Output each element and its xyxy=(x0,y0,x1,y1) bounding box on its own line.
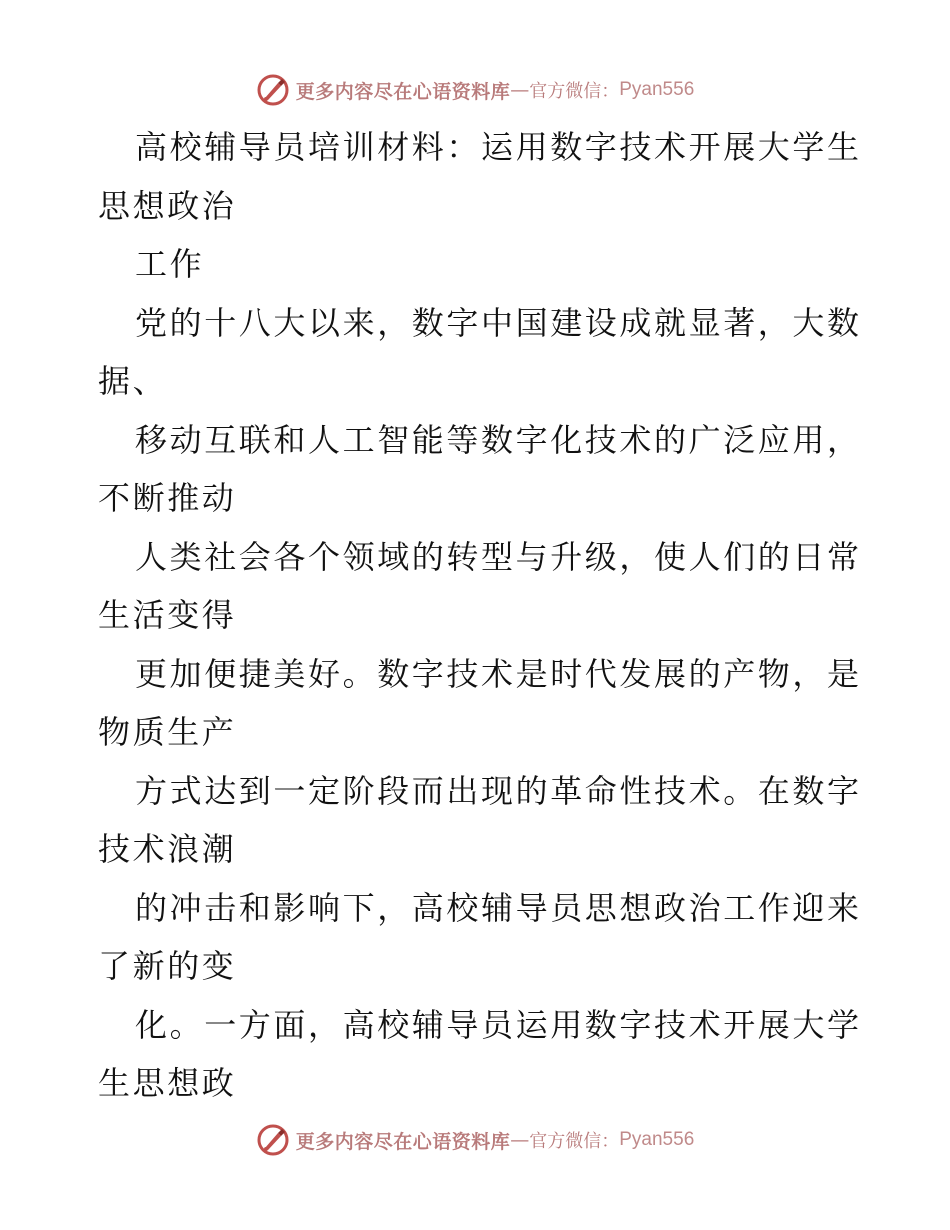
watermark-contact-label: 官方微信： xyxy=(529,81,620,102)
body-line: 生活变得 xyxy=(98,596,237,634)
doc-title-line-3: 工作 xyxy=(135,245,205,283)
body-line: 物质生产 xyxy=(98,713,237,751)
watermark-site-name: 更多内容尽在心语资料库 xyxy=(295,80,511,103)
body-line: 了新的变 xyxy=(98,947,237,985)
document-body xyxy=(98,118,862,1113)
doc-title-line-2: 思想政治 xyxy=(98,186,237,225)
body-line: 化。一方面，高校辅导员运用数字技术开展大学 xyxy=(135,1005,862,1044)
watermark-site-name: 更多内容尽在心语资料库 xyxy=(295,1130,511,1153)
watermark-contact-id: Pyan556 xyxy=(619,79,695,100)
watermark-contact-label: 官方微信： xyxy=(529,1131,620,1152)
body-line: 方式达到一定阶段而出现的革命性技术。在数字 xyxy=(135,771,862,810)
doc-title-line-1: 高校辅导员培训材料：运用数字技术开展大学生 xyxy=(135,128,862,166)
watermark-header xyxy=(0,72,950,108)
body-line: 党的十八大以来，数字中国建设成就显著，大数 xyxy=(135,303,862,342)
body-line: 不断推动 xyxy=(98,479,237,517)
watermark-separator: — xyxy=(510,79,530,101)
pen-logo-icon xyxy=(256,73,290,107)
body-line: 据、 xyxy=(98,362,168,400)
watermark-contact-id: Pyan556 xyxy=(619,1129,695,1150)
body-line: 移动互联和人工智能等数字化技术的广泛应用， xyxy=(135,420,862,459)
body-line: 技术浪潮 xyxy=(98,830,237,868)
watermark-footer xyxy=(0,1122,950,1158)
body-line: 的冲击和影响下，高校辅导员思想政治工作迎来 xyxy=(135,888,862,927)
body-line: 人类社会各个领域的转型与升级，使人们的日常 xyxy=(135,537,862,576)
body-line: 更加便捷美好。数字技术是时代发展的产物，是 xyxy=(135,654,862,693)
pen-logo-icon xyxy=(256,1123,290,1157)
body-line: 生思想政 xyxy=(98,1064,237,1102)
watermark-separator: — xyxy=(510,1129,530,1151)
